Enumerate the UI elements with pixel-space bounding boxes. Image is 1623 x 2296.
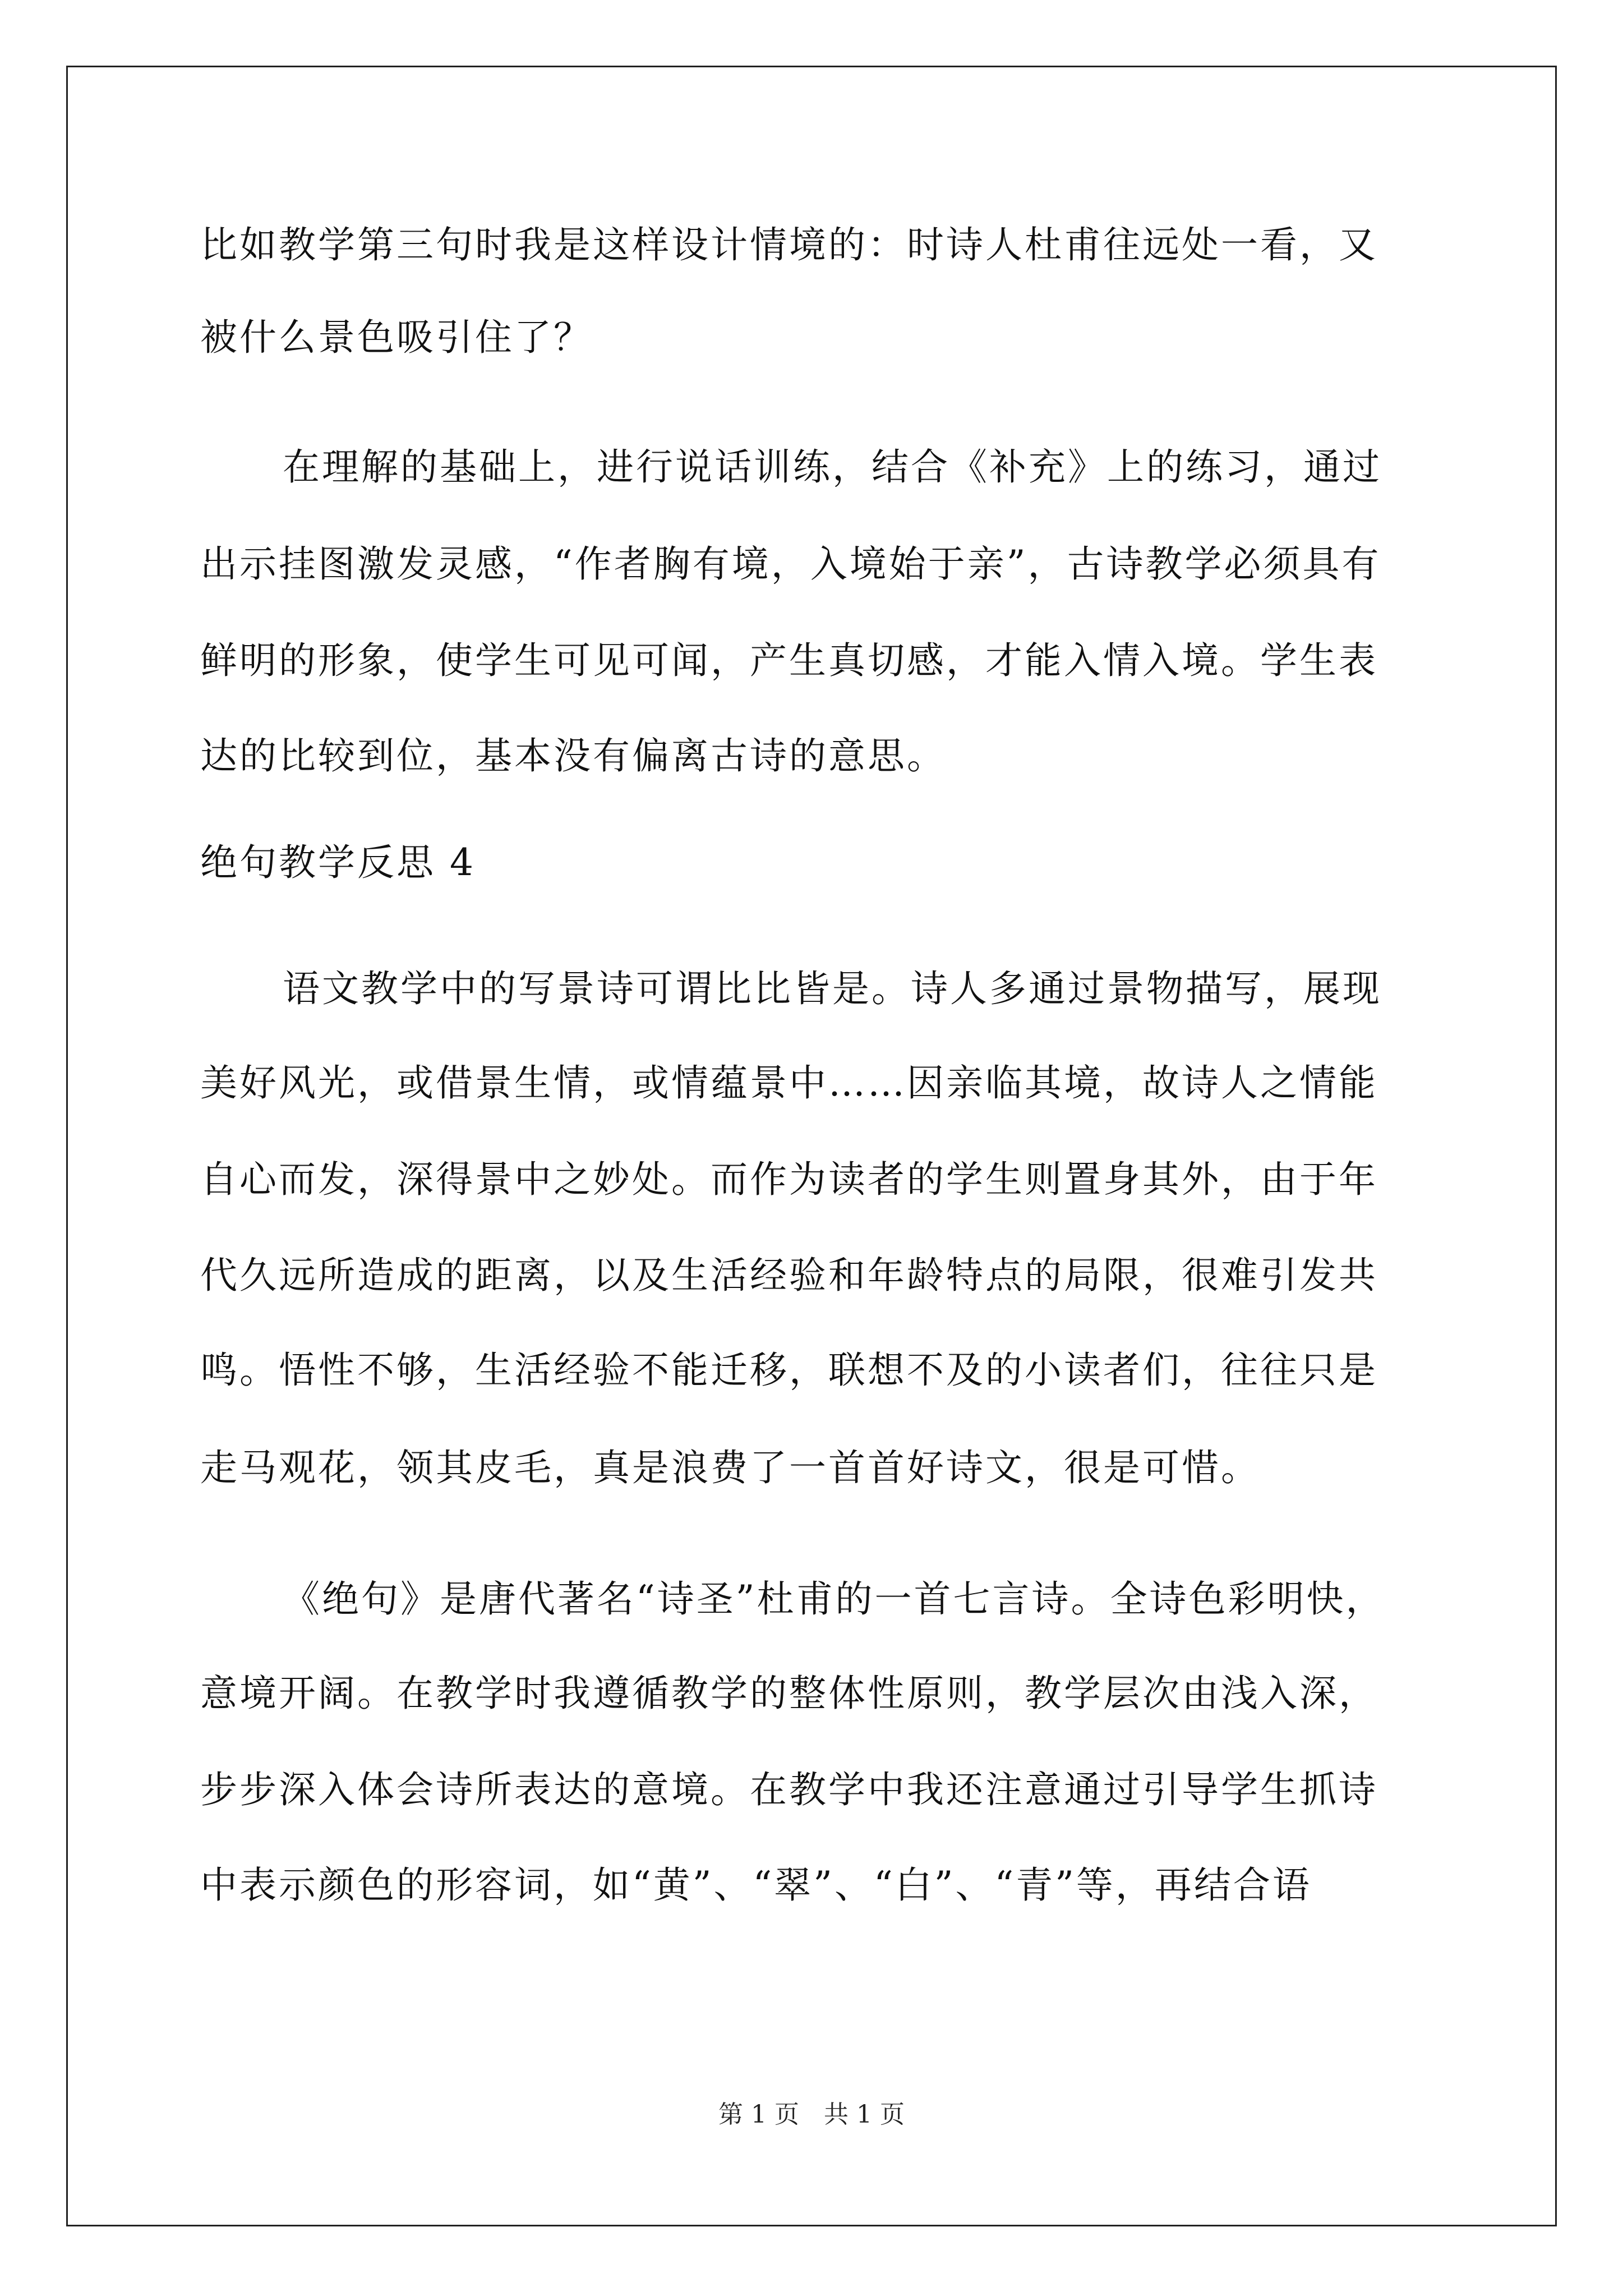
text-line: 《绝句》是唐代著名“诗圣”杜甫的一首七言诗。全诗色彩明快， [283,1577,1385,1621]
text-line: 鲜明的形象，使学生可见可闻，产生真切感，才能入情入境。学生表 [200,639,1378,682]
text-line: 被什么景色吸引住了？ [200,316,593,359]
section-heading: 绝句教学反思 4 [200,841,476,884]
text-line: 比如教学第三句时我是这样设计情境的：时诗人杜甫往远处一看，又 [200,223,1378,266]
page-total: 共 1 页 [824,2100,905,2129]
text-line: 意境开阔。在教学时我遵循教学的整体性原则，教学层次由浅入深， [200,1672,1378,1715]
text-line: 自心而发，深得景中之妙处。而作为读者的学生则置身其外，由于年 [200,1158,1378,1201]
text-line: 达的比较到位，基本没有偏离古诗的意思。 [200,734,946,777]
text-line: 走马观花，领其皮毛，真是浪费了一首首好诗文，很是可惜。 [200,1446,1260,1489]
text-line: 鸣。悟性不够，生活经验不能迁移，联想不及的小读者们，往往只是 [200,1349,1378,1392]
text-line: 中表示颜色的形容词，如“黄”、“翠”、“白”、“青”等，再结合语 [200,1864,1312,1907]
text-line: 美好风光，或借景生情，或情蕴景中……因亲临其境，故诗人之情能 [200,1061,1378,1105]
text-line: 在理解的基础上，进行说话训练，结合《补充》上的练习，通过 [283,445,1382,489]
text-line: 步步深入体会诗所表达的意境。在教学中我还注意通过引导学生抓诗 [200,1768,1378,1811]
text-line: 代久远所造成的距离，以及生活经验和年龄特点的局限，很难引发共 [200,1254,1378,1297]
page-number: 第 1 页 [718,2100,799,2129]
page-footer [0,2098,1623,2132]
text-line: 语文教学中的写景诗可谓比比皆是。诗人多通过景物描写，展现 [283,967,1382,1010]
text-line: 出示挂图激发灵感，“作者胸有境，入境始于亲”，古诗教学必须具有 [200,542,1381,586]
